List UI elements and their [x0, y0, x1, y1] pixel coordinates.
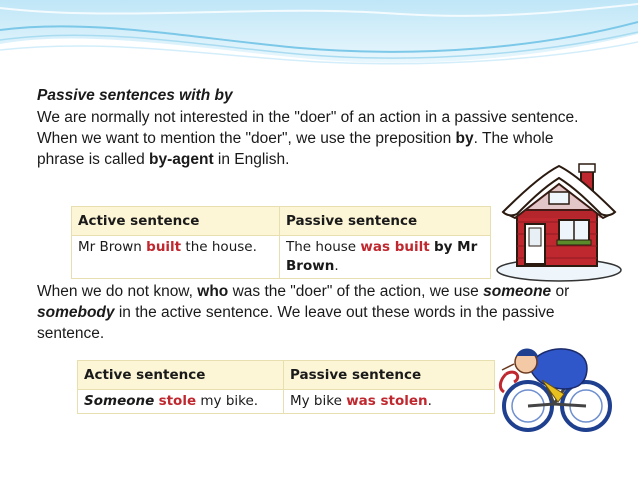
column-header-active: Active sentence	[72, 207, 280, 236]
intro-paragraph: We are normally not interested in the "doer" of an action in a passive sentence. When we want to mention the "doer", we use the preposition by. The whole phrase is called by-agent in English.	[37, 109, 579, 168]
table-row	[78, 390, 495, 414]
table-header-row	[78, 361, 495, 390]
column-header-passive: Passive sentence	[284, 361, 495, 390]
table-row	[72, 236, 491, 279]
example-table-by-agent	[71, 206, 491, 279]
active-sentence-cell: Someone stole my bike.	[78, 390, 284, 414]
cyclist-illustration	[498, 334, 616, 438]
passive-sentence-cell: My bike was stolen.	[284, 390, 495, 414]
passive-sentence-cell: The house was built by Mr Brown.	[280, 236, 491, 279]
wave-banner	[0, 0, 638, 78]
active-sentence-cell: Mr Brown built the house.	[72, 236, 280, 279]
example-table-someone	[77, 360, 495, 414]
table-header-row	[72, 207, 491, 236]
column-header-active: Active sentence	[78, 361, 284, 390]
section-heading: Passive sentences with by	[37, 87, 233, 104]
someone-paragraph: When we do not know, who was the "doer" of the action, we use someone or somebody in the active sentence. We leave out these words in the passive sentence.	[37, 283, 570, 342]
column-header-passive: Passive sentence	[280, 207, 491, 236]
snowy-house-illustration	[493, 152, 625, 282]
